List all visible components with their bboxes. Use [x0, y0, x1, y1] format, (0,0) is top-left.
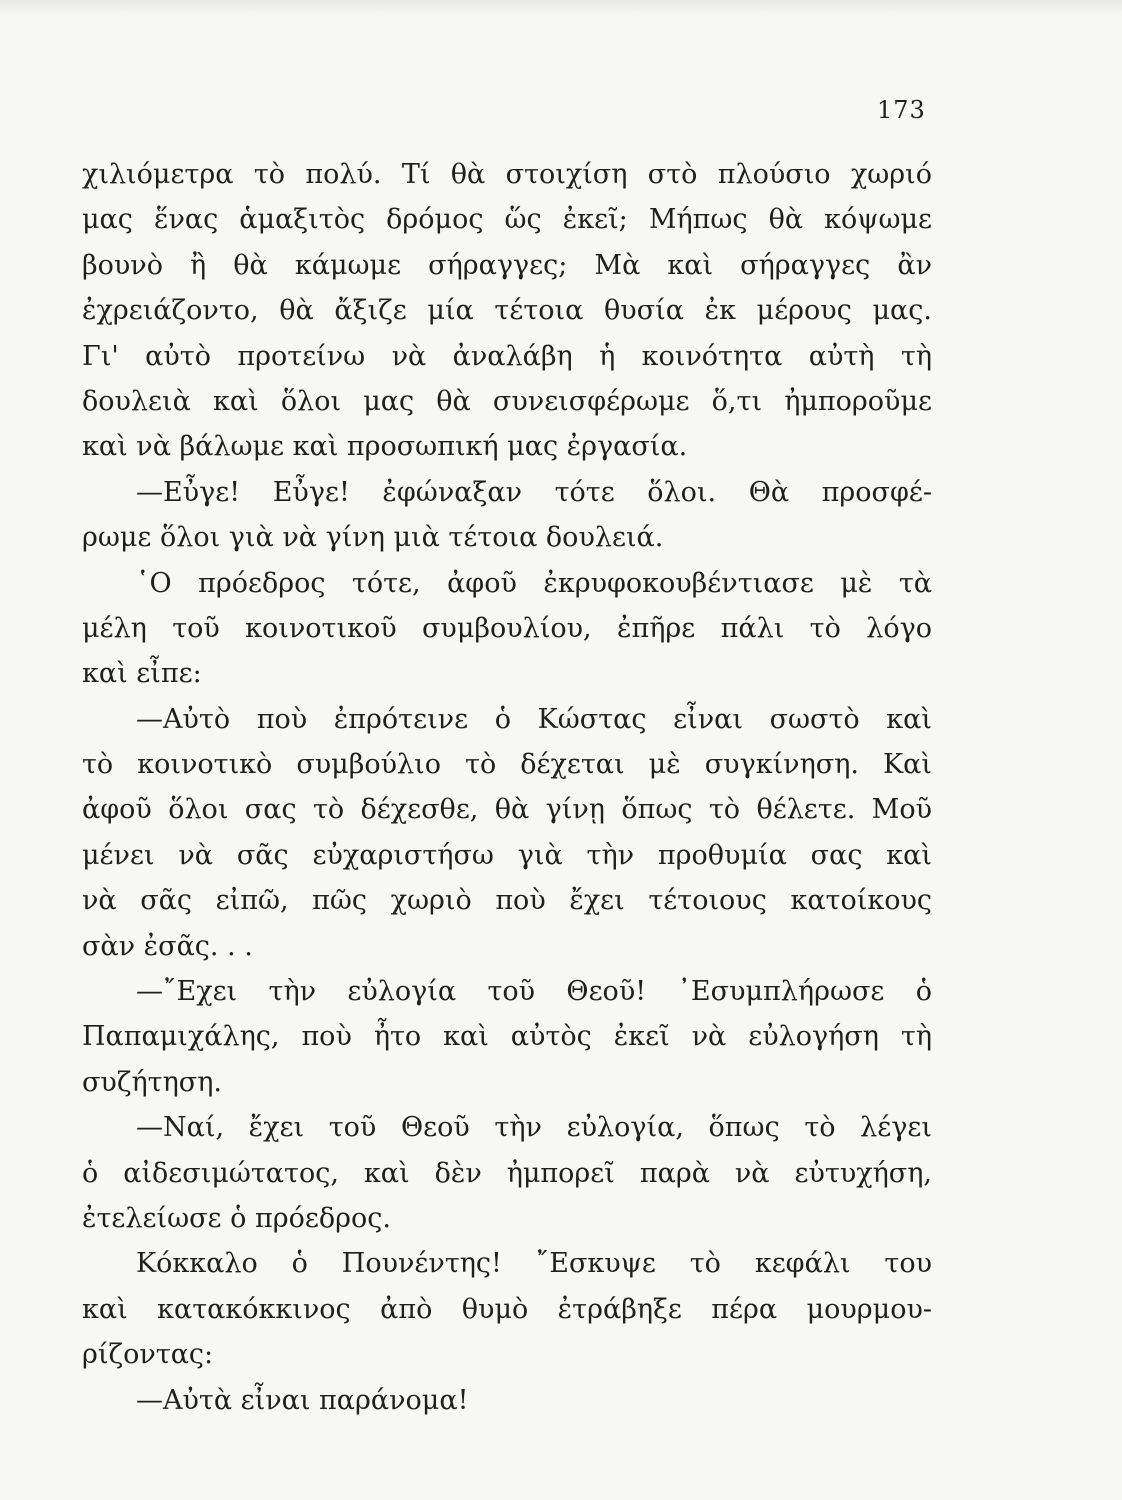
text-line: δουλειὰ καὶ ὅλοι μας θὰ συνεισφέρωμε ὅ,τι ἠμποροῦμε — [82, 385, 932, 417]
text-line: μας ἕνας ἁμαξιτὸς δρόμος ὥς ἐκεῖ; Μήπως θὰ κόψωμε — [82, 204, 932, 236]
text-line: ἐτελείωσε ὁ πρόεδρος. — [82, 1202, 391, 1234]
text-line: —Αὐτὰ εἶναι παράνομα! — [136, 1384, 469, 1416]
text-line: βουνὸ ἢ θὰ κάμωμε σήραγγες; Μὰ καὶ σήραγγες ἂν — [82, 249, 932, 281]
text-line: καὶ νὰ βάλωμε καὶ προσωπική μας ἐργασία. — [82, 431, 688, 463]
text-line: καὶ κατακόκκινος ἀπὸ θυμὸ ἐτράβηξε πέρα μουρμου- — [82, 1293, 932, 1325]
text-line: ἀφοῦ ὅλοι σας τὸ δέχεσθε, θὰ γίνῃ ὅπως τὸ θέλετε. Μοῦ — [82, 794, 932, 826]
text-line: τὸ κοινοτικὸ συμβούλιο τὸ δέχεται μὲ συγκίνηση. Καὶ — [82, 749, 932, 781]
text-line: ῾Ο πρόεδρος τότε, ἀφοῦ ἐκρυφοκουβέντιασε μὲ τὰ — [136, 567, 932, 599]
text-line: νὰ σᾶς εἰπῶ, πῶς χωριὸ ποὺ ἔχει τέτοιους κατοίκους — [82, 885, 932, 917]
text-line: Παπαμιχάλης, ποὺ ἦτο καὶ αὐτὸς ἐκεῖ νὰ εὐλογήση τὴ — [82, 1021, 932, 1053]
text-line: Γι' αὐτὸ προτείνω νὰ ἀναλάβη ἡ κοινότητα αὐτὴ τὴ — [82, 340, 932, 372]
text-line: ἐχρειάζοντο, θὰ ἄξιζε μία τέτοια θυσία ἐκ μέρους μας. — [82, 295, 932, 327]
text-line: μένει νὰ σᾶς εὐχαριστήσω γιὰ τὴν προθυμία σας καὶ — [82, 839, 932, 871]
text-line: —Ναί, ἔχει τοῦ Θεοῦ τὴν εὐλογία, ὅπως τὸ λέγει — [136, 1112, 932, 1144]
text-line: —Αὐτὸ ποὺ ἐπρότεινε ὁ Κώστας εἶναι σωστὸ καὶ — [136, 703, 932, 735]
text-line: Κόκκαλο ὁ Πουνέντης! ῎Εσκυψε τὸ κεφάλι του — [136, 1248, 932, 1280]
text-line: συζήτηση. — [82, 1066, 222, 1098]
text-line: ὁ αἰδεσιμώτατος, καὶ δὲν ἠμπορεῖ παρὰ νὰ εὐτυχήση, — [82, 1157, 932, 1189]
text-line: —Εὖγε! Εὖγε! ἐφώναξαν τότε ὅλοι. Θὰ προσφέ- — [136, 476, 932, 508]
text-line: σὰν ἐσᾶς. . . — [82, 930, 253, 962]
body-text — [82, 152, 932, 1423]
text-line: μέλη τοῦ κοινοτικοῦ συμβουλίου, ἐπῆρε πάλι τὸ λόγο — [82, 612, 932, 644]
text-line: χιλιόμετρα τὸ πολύ. Τί θὰ στοιχίση στὸ πλούσιο χωριό — [82, 159, 932, 190]
text-line: ρωμε ὅλοι γιὰ νὰ γίνη μιὰ τέτοια δουλειά. — [82, 522, 664, 554]
scan-edge — [0, 0, 1122, 14]
text-line: —῎Εχει τὴν εὐλογία τοῦ Θεοῦ! ᾿Εσυμπλήρωσε ὁ — [136, 976, 932, 1008]
text-line: καὶ εἶπε: — [82, 658, 202, 690]
text-line: ρίζοντας: — [82, 1339, 214, 1371]
page-number: 173 — [877, 96, 926, 124]
